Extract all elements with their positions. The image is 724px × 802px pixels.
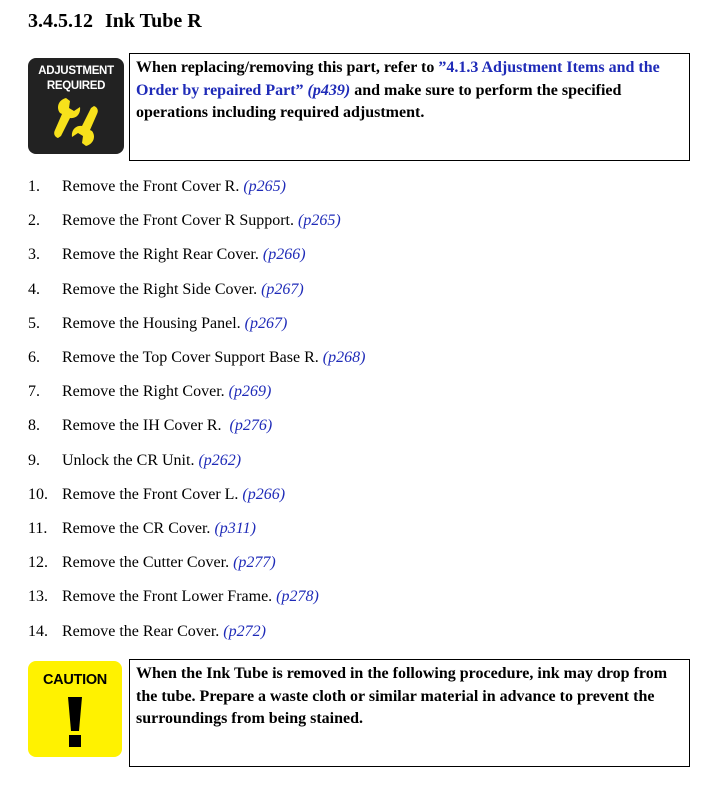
step-page-link[interactable]: (p268): [322, 349, 366, 367]
step-number: 10.: [28, 485, 48, 503]
adjustment-required-label: ADJUSTMENT REQUIRED: [38, 65, 114, 92]
procedure-step: [28, 307, 365, 341]
procedure-step: [28, 444, 365, 478]
procedure-step: [28, 238, 365, 272]
step-page-link[interactable]: (p262): [198, 451, 242, 469]
step-number: 2.: [28, 212, 40, 230]
procedure-step: [28, 409, 365, 443]
step-text: Remove the Front Lower Frame.: [62, 588, 273, 606]
step-text: Remove the Front Cover L.: [62, 485, 239, 503]
procedure-step: [28, 170, 365, 204]
step-text: Remove the Housing Panel.: [62, 314, 241, 332]
procedure-steps: [28, 170, 365, 649]
step-number: 4.: [28, 280, 40, 298]
adjustment-text-after: and make sure to perform the specified operations including required adjustment.: [136, 81, 622, 121]
step-page-link[interactable]: (p267): [261, 280, 304, 298]
adjustment-notice: [129, 53, 690, 161]
procedure-step: [28, 512, 365, 546]
adjustment-text-before: When replacing/removing this part, refer to: [136, 59, 439, 76]
step-number: 6.: [28, 349, 40, 367]
procedure-step: [28, 273, 365, 307]
step-text: Remove the CR Cover.: [62, 519, 211, 537]
procedure-step: [28, 546, 365, 580]
step-number: 14.: [28, 622, 48, 640]
section-heading: [28, 10, 202, 33]
step-text: Remove the Front Cover R Support.: [62, 212, 294, 230]
step-page-link[interactable]: (p272): [223, 622, 266, 640]
caution-label: CAUTION: [43, 672, 107, 688]
step-page-link[interactable]: (p276): [229, 417, 273, 435]
step-page-link[interactable]: (p269): [228, 383, 272, 401]
procedure-step: [28, 478, 365, 512]
section-number: 3.4.5.12: [28, 10, 93, 32]
procedure-step: [28, 375, 365, 409]
step-number: 12.: [28, 554, 48, 572]
step-page-link[interactable]: (p265): [297, 212, 341, 230]
step-number: 5.: [28, 314, 40, 332]
step-text: Remove the Cutter Cover.: [62, 554, 230, 572]
exclamation-icon: [65, 695, 85, 751]
step-number: 9.: [28, 451, 40, 469]
step-text: Unlock the CR Unit.: [62, 451, 195, 469]
step-number: 1.: [28, 178, 40, 196]
step-number: 13.: [28, 588, 48, 606]
step-page-link[interactable]: (p311): [214, 519, 256, 537]
step-text: Remove the IH Cover R.: [62, 417, 226, 435]
step-page-link[interactable]: (p266): [262, 246, 306, 264]
adjustment-required-badge: [28, 58, 124, 154]
step-number: 8.: [28, 417, 40, 435]
adjustment-page-ref[interactable]: (p439): [307, 81, 351, 99]
wrench-icon: [52, 96, 100, 148]
caution-badge: [28, 661, 122, 757]
step-text: Remove the Rear Cover.: [62, 622, 220, 640]
procedure-step: [28, 204, 365, 238]
step-text: Remove the Top Cover Support Base R.: [62, 349, 319, 367]
step-text: Remove the Right Rear Cover.: [62, 246, 259, 264]
step-number: 7.: [28, 383, 40, 401]
section-title: Ink Tube R: [105, 10, 202, 32]
step-page-link[interactable]: (p267): [244, 314, 288, 332]
adjustment-reference-link[interactable]: ”4.1.3 Adjustment Items and the Order by repaired Part”: [136, 59, 660, 99]
step-page-link[interactable]: (p266): [242, 485, 286, 503]
caution-notice: [129, 659, 690, 767]
step-page-link[interactable]: (p277): [233, 554, 276, 572]
step-text: Remove the Front Cover R.: [62, 178, 240, 196]
procedure-step: [28, 614, 365, 648]
step-page-link[interactable]: (p265): [243, 178, 286, 196]
procedure-step: [28, 580, 365, 614]
procedure-step: [28, 341, 365, 375]
step-page-link[interactable]: (p278): [276, 588, 319, 606]
step-number: 11.: [28, 519, 48, 537]
caution-text: When the Ink Tube is removed in the following procedure, ink may drop from the tube. Prepare a waste cloth or similar material in advance to prevent the surroundings from being stained.: [136, 665, 668, 727]
step-text: Remove the Right Side Cover.: [62, 280, 258, 298]
step-number: 3.: [28, 246, 40, 264]
step-text: Remove the Right Cover.: [62, 383, 225, 401]
